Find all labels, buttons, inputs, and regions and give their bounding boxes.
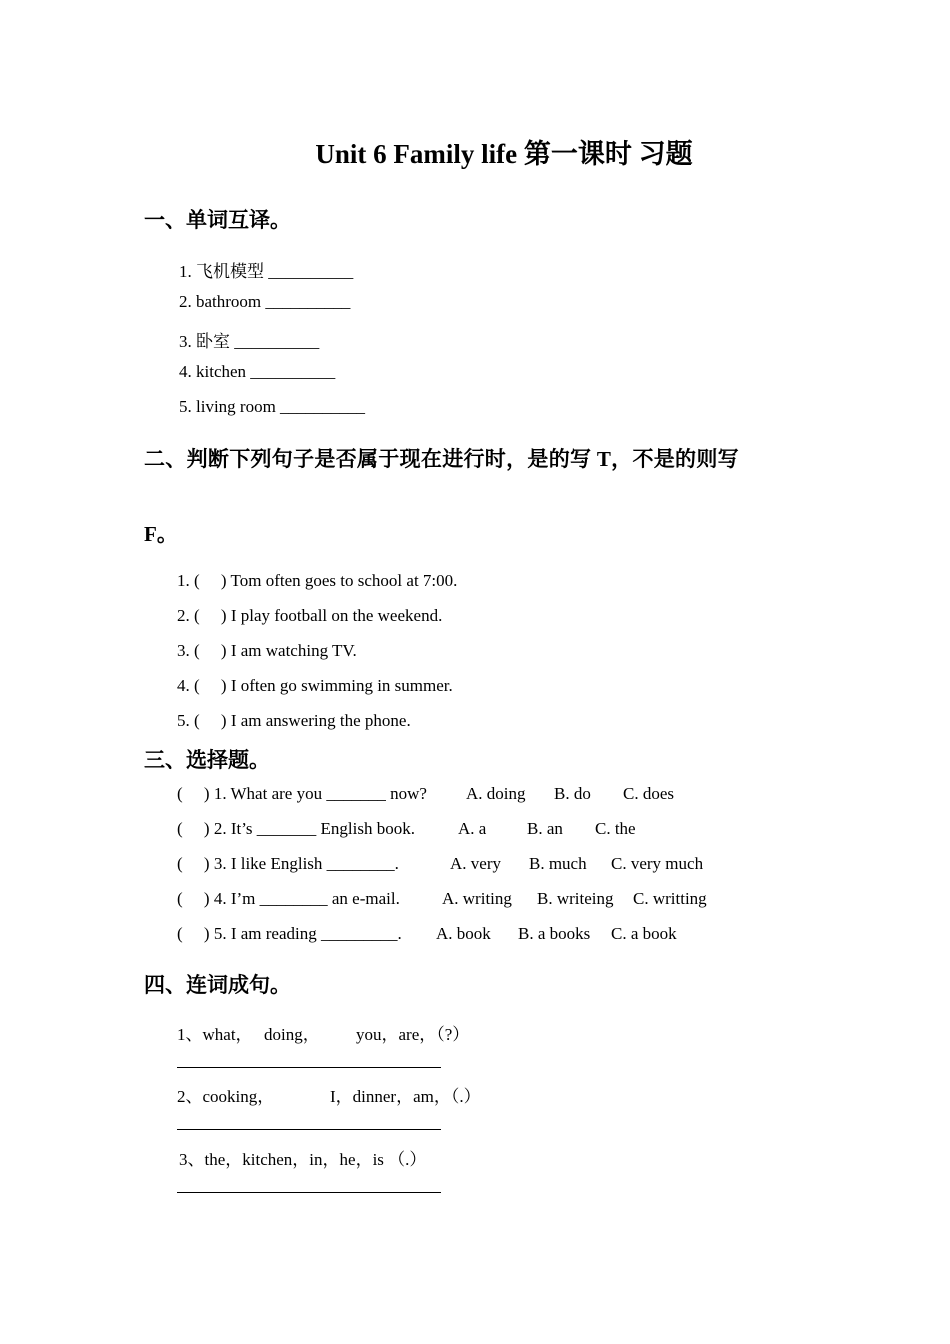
choice-question-3: ( ) 3. I like English ________. [177,854,399,873]
choice-5-option-b: B. a books [518,924,591,943]
answer-paren: ( ) [194,606,227,625]
item-text: Tom often goes to school at 7:00. [230,571,458,590]
word-group-1: 3、the，kitchen，in，he，is （.） [179,1150,427,1169]
section-3-heading: 三、选择题。 [144,748,270,772]
word-group-2: doing， [264,1025,320,1044]
choice-question-1: ( ) 1. What are you _______ now? [177,784,427,803]
choice-2-option-b: B. an [527,819,563,838]
vocab-item-4: 4. kitchen __________ [179,362,336,381]
judge-item-3 [177,641,357,661]
item-number: 5. [177,711,190,730]
vocab-item-3: 3. 卧室 __________ [179,332,320,351]
answer-line-1[interactable] [177,1067,441,1068]
choice-2-option-c: C. the [595,819,636,838]
sentence-item-1 [177,1020,577,1042]
sentence-item-3 [179,1145,579,1167]
section-2-heading-continued: F。 [144,522,178,546]
word-group-3: you，are，（?） [356,1025,470,1044]
item-number: 1. [177,571,190,590]
vocab-item-1: 1. 飞机模型 __________ [179,262,354,281]
sentence-item-2 [177,1082,577,1104]
answer-paren: ( ) [194,711,227,730]
word-group-3: I，dinner，am，（.） [330,1087,481,1106]
item-number: 2. [177,606,190,625]
word-group-1: 1、what， [177,1025,253,1044]
choice-1-option-c: C. does [623,784,674,803]
choice-1-option-a: A. doing [466,784,526,803]
choice-question-2: ( ) 2. It’s _______ English book. [177,819,415,838]
choice-4-option-c: C. writting [633,889,707,908]
item-text: I am watching TV. [230,641,357,660]
answer-paren: ( ) [194,641,227,660]
vocab-item-2: 2. bathroom __________ [179,292,351,311]
item-text: I often go swimming in summer. [230,676,453,695]
choice-5-option-a: A. book [436,924,491,943]
choice-question-4: ( ) 4. I’m ________ an e-mail. [177,889,400,908]
page-title: Unit 6 Family life 第一课时 习题 [315,139,693,169]
judge-item-2 [177,606,442,626]
section-4-heading: 四、连词成句。 [144,973,291,997]
judge-item-5 [177,711,411,731]
section-1-heading: 一、单词互译。 [144,208,291,232]
choice-3-option-b: B. much [529,854,587,873]
vocab-item-5: 5. living room __________ [179,397,366,416]
choice-2-option-a: A. a [458,819,487,838]
answer-paren: ( ) [194,676,227,695]
answer-line-2[interactable] [177,1129,441,1130]
choice-1-option-b: B. do [554,784,591,803]
judge-item-1 [177,571,457,591]
judge-item-4 [177,676,453,696]
section-2-heading: 二、判断下列句子是否属于现在进行时，是的写 T，不是的则写 [144,447,739,471]
choice-4-option-b: B. writeing [537,889,614,908]
item-text: I am answering the phone. [230,711,411,730]
item-text: I play football on the weekend. [230,606,443,625]
item-number: 3. [177,641,190,660]
choice-4-option-a: A. writing [442,889,512,908]
choice-question-5: ( ) 5. I am reading _________. [177,924,402,943]
word-group-1: 2、cooking， [177,1087,275,1106]
choice-3-option-a: A. very [450,854,501,873]
answer-paren: ( ) [194,571,227,590]
choice-3-option-c: C. very much [611,854,704,873]
item-number: 4. [177,676,190,695]
choice-5-option-c: C. a book [611,924,677,943]
answer-line-3[interactable] [177,1192,441,1193]
